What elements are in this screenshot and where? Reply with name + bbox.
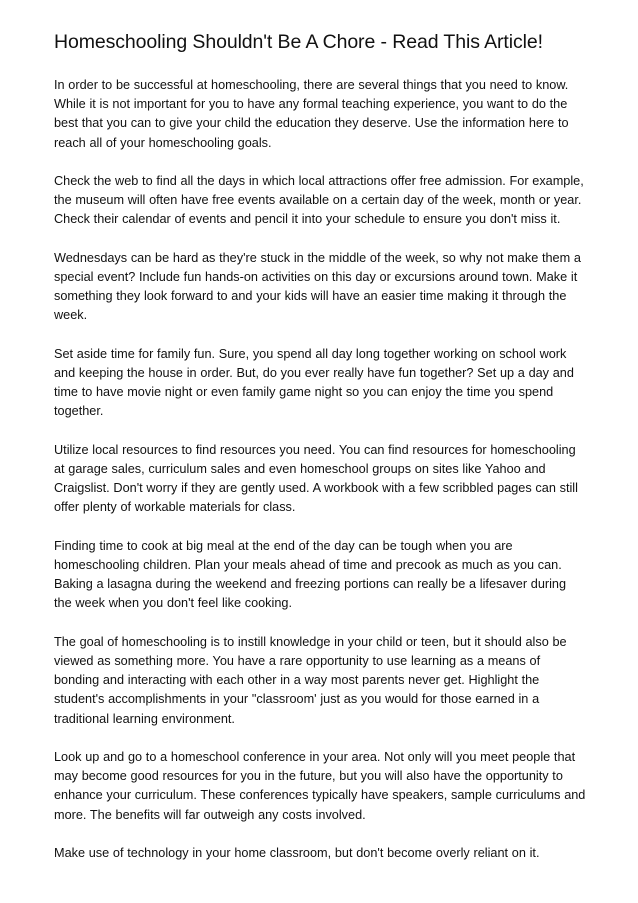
paragraph-free-admission: Check the web to find all the days in which local attractions offer free admission. For example, the museum will often have free events available on a certain day of the week, month or year. Check their calendar of events and pencil it into your schedule to ensure you don't miss it. [54,174,584,227]
paragraph-goal: The goal of homeschooling is to instill knowledge in your child or teen, but it should also be viewed as something more. You have a rare opportunity to use learning as a means of bonding and interacting with each other in a way most parents never get. Highlight the student's accomplishments in your "classroom' just as you would for those earned in a traditional learning environment. [54,634,567,726]
document-page [54,0,586,863]
paragraph-technology: Make use of technology in your home classroom, but don't become overly reliant on it. [54,846,540,860]
paragraph-conference: Look up and go to a homeschool conference in your area. Not only will you meet people that may become good resources for you in the future, but you will also have the opportunity to enhance your curriculum. These conferences typically have speakers, sample curriculums and more. The benefits will far outweigh any costs involved. [54,750,586,822]
paragraph-family-fun: Set aside time for family fun. Sure, you spend all day long together working on school work and keeping the house in order. But, do you ever really have fun together? Set up a day and time to have movie night or even family game night so you can enjoy the time you spend together. [54,346,574,419]
paragraph-meals: Finding time to cook at big meal at the end of the day can be tough when you are homeschooling children. Plan your meals ahead of time and precook as much as you can. Baking a lasagna during the weekend and freezing portions can really be a lifesaver during the week when you don't feel like cooking. [54,538,567,611]
paragraph-intro: In order to be successful at homeschooling, there are several things that you need to know. While it is not important for you to have any formal teaching experience, you want to do the best that you can to give your child the education they deserve. Use the information here to reach all of your homeschooling goals. [54,78,569,150]
paragraph-wednesdays: Wednesdays can be hard as they're stuck in the middle of the week, so why not make them a special event? Include fun hands-on activities on this day or excursions around town. Make it something they look forward to and your kids will have an easier time making it through the week. [54,250,581,323]
paragraph-local-resources: Utilize local resources to find resources you need. You can find resources for homeschooling at garage sales, curriculum sales and even homeschool groups on sites like Yahoo and Craigslist. Don't worry if they are gently used. A workbook with a few scribbled pages can still offer plenty of workable materials for class. [54,442,578,515]
document-title: Homeschooling Shouldn't Be A Chore - Read This Article! [54,31,543,53]
